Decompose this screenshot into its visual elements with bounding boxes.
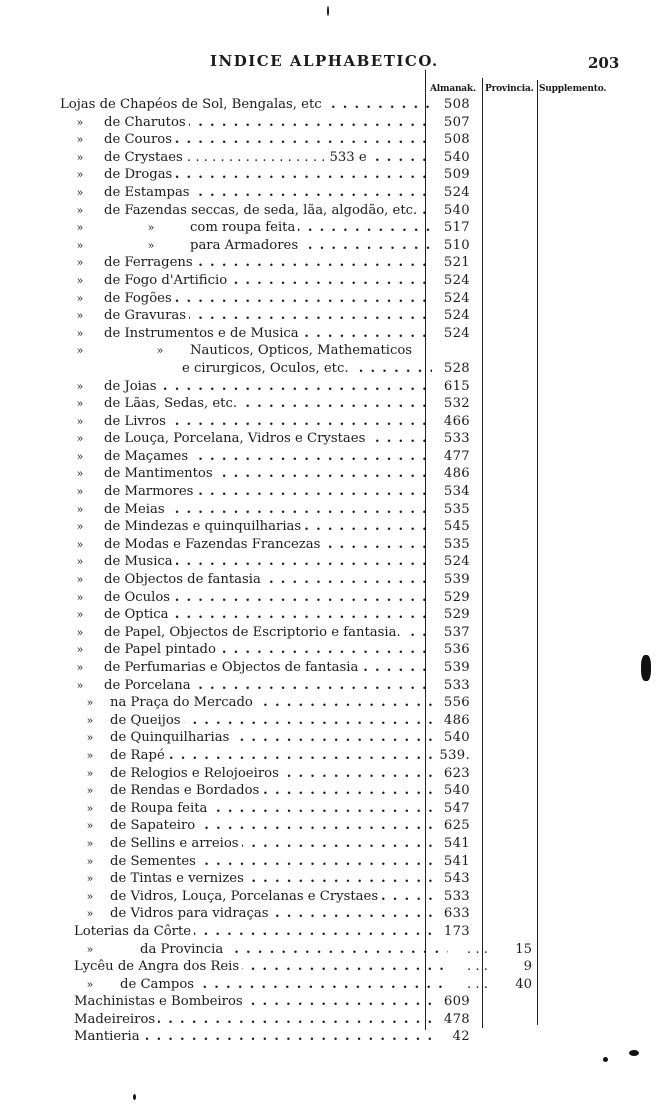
print-speck [641,655,651,681]
ditto-mark-secondary: » [147,221,155,235]
ditto-mark: » [76,309,84,323]
ditto-mark: » [76,185,84,199]
almanak-page-number: . . . [467,976,488,992]
ditto-mark: » [86,819,94,833]
almanak-page-number: 547 [443,800,470,816]
index-entry [0,325,661,343]
almanak-page-number: 533 [443,888,470,904]
ditto-mark: » [76,150,84,164]
index-entry [0,448,661,466]
entry-label: e cirurgicos, Oculos, etc. [182,361,352,376]
index-entry [0,1011,661,1029]
almanak-page-number: 625 [443,818,470,834]
index-entry [0,888,661,906]
entry-label: com roupa feita [190,220,298,235]
entry-label: de Oculos [104,590,173,605]
almanak-page-number: 517 [443,220,470,236]
ditto-mark: » [76,502,84,516]
index-entry [0,465,661,483]
index-entry [0,501,661,519]
ditto-mark: » [86,854,94,868]
almanak-page-number: 524 [443,272,470,288]
print-speck [133,1094,136,1100]
entry-label: de Sapateiro [110,818,198,833]
index-entry [0,870,661,888]
almanak-page-number: 532 [443,396,470,412]
ditto-mark: » [86,748,94,762]
almanak-page-number: 540 [443,202,470,218]
almanak-page-number: 541 [443,835,470,851]
index-entry [0,430,661,448]
almanak-page-number: 609 [443,994,470,1010]
entry-label: Machinistas e Bombeiros [74,994,246,1009]
entry-label: de Ferragens [104,255,196,270]
almanak-page-number: 529 [443,607,470,623]
index-entry [0,536,661,554]
almanak-page-number: 478 [443,1011,470,1027]
column-header-provincia: Provincia. [485,84,534,94]
entry-label: de Objectos de fantasia [104,572,264,587]
almanak-page-number: 524 [443,290,470,306]
almanak-page-number: 537 [443,624,470,640]
entry-label: Madeireiros [74,1012,158,1027]
ditto-mark: » [76,397,84,411]
entry-label: Lojas de Chapéos de Sol, Bengalas, etc [60,97,325,112]
ditto-mark-secondary: » [156,344,164,358]
entry-label: de Vidros, Louça, Porcelanas e Crystaes [110,889,381,904]
index-entry [0,641,661,659]
index-entry [0,237,661,255]
index-entry [0,659,661,677]
entry-label: de Sementes [110,854,199,869]
almanak-page-number: 509 [443,167,470,183]
almanak-page-number: 623 [443,765,470,781]
entry-label: de Livros [104,414,169,429]
almanak-page-number: 615 [443,378,470,394]
ditto-mark: » [86,784,94,798]
ditto-mark: » [86,889,94,903]
index-entry [0,184,661,202]
index-entry [0,272,661,290]
almanak-page-number: 173 [443,923,470,939]
entry-label: de Louça, Porcelana, Vidros e Crystaes [104,431,368,446]
ditto-mark: » [76,432,84,446]
ditto-mark: » [86,977,94,991]
entry-label: de Porcelana [104,678,194,693]
almanak-page-number: 521 [443,255,470,271]
index-entry [0,765,661,783]
entry-label: de Charutos [104,115,189,130]
almanak-page-number: 540 [443,783,470,799]
print-speck [603,1057,608,1062]
entry-label: Loterias da Côrte [74,924,194,939]
index-entry [0,835,661,853]
ditto-mark: » [76,379,84,393]
entry-label: de Fogo d'Artificio [104,273,230,288]
ditto-mark: » [76,520,84,534]
almanak-page-number: 539. [439,747,470,763]
ditto-mark: » [76,326,84,340]
ditto-mark: » [86,942,94,956]
provincia-page-number: 9 [523,959,532,975]
entry-label: de Maçames [104,449,191,464]
index-entry [0,1028,661,1046]
almanak-page-number: 486 [443,712,470,728]
index-entry [0,378,661,396]
entry-label: de Rendas e Bordados [110,783,262,798]
entry-label: de Meias [104,502,168,517]
almanak-page-number: 524 [443,325,470,341]
index-entry [0,360,661,378]
index-entry [0,518,661,536]
entry-label: da Provincia [140,942,226,957]
almanak-page-number: 540 [443,149,470,165]
almanak-page-number: 486 [443,466,470,482]
almanak-page-number: 529 [443,589,470,605]
index-entry [0,993,661,1011]
index-entry [0,729,661,747]
almanak-page-number: 528 [443,360,470,376]
almanak-page-number: 535 [443,501,470,517]
almanak-page-number: 536 [443,642,470,658]
entry-label: de Fazendas seccas, de seda, lãa, algodão, etc. [104,203,420,218]
ditto-mark: » [86,836,94,850]
ditto-mark: » [76,590,84,604]
index-entry [0,817,661,835]
index-entry [0,747,661,765]
print-speck [327,6,329,16]
almanak-page-number: 533 [443,677,470,693]
entry-label: de Fogões [104,291,175,306]
entry-label: de Campos [120,977,197,992]
index-entry [0,853,661,871]
entry-label: de Instrumentos e de Musica [104,326,302,341]
page-title: INDICE ALPHABETICO. [210,52,439,70]
almanak-page-number: 539 [443,660,470,675]
almanak-page-number: 508 [443,97,470,112]
ditto-mark: » [76,133,84,147]
entry-label: de Musica [104,554,176,569]
ditto-mark: » [76,573,84,587]
entry-label: Mantieria [74,1029,143,1044]
index-entry [0,149,661,167]
index-entry [0,571,661,589]
ditto-mark: » [86,907,94,921]
almanak-page-number: 533 [443,431,470,447]
index-entry [0,202,661,220]
index-entry [0,219,661,237]
index-entry [0,342,661,360]
ditto-mark: » [76,625,84,639]
ditto-mark: » [76,221,84,235]
ditto-mark: » [76,678,84,692]
entry-label: de Queijos [110,713,184,728]
ditto-mark: » [86,766,94,780]
entry-label: de Drogas [104,167,175,182]
entry-label: de Modas e Fazendas Francezas [104,537,323,552]
almanak-page-number: 540 [443,730,470,746]
index-entry [0,712,661,730]
index-entry [0,131,661,149]
ditto-mark: » [76,291,84,305]
entry-label: de Papel, Objectos de Escriptorio e fantasia. [104,625,404,640]
index-entry [0,483,661,501]
index-entry [0,553,661,571]
index-entry [0,307,661,325]
ditto-mark: » [76,555,84,569]
entry-label: de Vidros para vidraças [110,906,272,921]
column-header-almanak: Almanak. [430,84,476,94]
ditto-mark: » [86,731,94,745]
entry-label: de Crystaes . . . . . . . . . . . . . . . . . 533 e [104,150,370,165]
entry-label: de Tintas e vernizes [110,871,247,886]
almanak-page-number: 524 [443,184,470,200]
index-entry [0,413,661,431]
print-speck [629,1050,639,1056]
index-entry [0,976,661,994]
ditto-mark: » [76,256,84,270]
entry-label: de Sellins e arreios [110,836,242,851]
ditto-mark: » [76,449,84,463]
ditto-mark: » [76,485,84,499]
index-entry [0,905,661,923]
ditto-mark: » [86,801,94,815]
almanak-page-number: 477 [443,448,470,464]
ditto-mark: » [76,414,84,428]
entry-label: de Relogios e Relojoeiros [110,766,282,781]
entry-label: de Marmores [104,484,196,499]
index-entry [0,941,661,959]
ditto-mark: » [76,643,84,657]
almanak-page-number: 541 [443,853,470,869]
ditto-mark: » [76,273,84,287]
index-entry [0,958,661,976]
entry-label: na Praça do Mercado [110,695,256,710]
page-number: 203 [588,54,620,72]
index-entry [0,624,661,642]
almanak-page-number: 543 [443,871,470,887]
index-entry [0,114,661,132]
entry-label: de Mantimentos [104,466,216,481]
index-entry [0,606,661,624]
index-entry [0,166,661,184]
almanak-page-number: . . . [467,959,488,975]
ditto-mark: » [76,537,84,551]
almanak-page-number: 633 [443,906,470,922]
ditto-mark: » [76,238,84,252]
provincia-page-number: 40 [515,976,532,992]
entry-label: de Roupa feita [110,801,210,816]
entry-label: de Estampas [104,185,193,200]
entry-label: Lycêu de Angra dos Reis [74,959,242,974]
almanak-page-number: 556 [443,695,470,711]
index-entry [0,589,661,607]
ditto-mark: » [76,344,84,358]
entry-label: de Lãas, Sedas, etc. [104,396,240,411]
ditto-mark: » [76,168,84,182]
index-entry [0,96,661,114]
index-entry [0,800,661,818]
entry-label: de Couros [104,132,175,147]
almanak-page-number: . . . [467,941,488,957]
column-header-supplemento: Supplemento. [539,84,607,94]
almanak-page-number: 510 [443,237,470,253]
ditto-mark: » [76,608,84,622]
ditto-mark: » [86,713,94,727]
entry-label: de Papel pintado [104,642,219,657]
entry-label: Nauticos, Opticos, Mathematicos [190,343,415,358]
entry-label: de Perfumarias e Objectos de fantasia [104,660,361,675]
index-entry [0,395,661,413]
entry-label: de Gravuras [104,308,189,323]
entry-label: de Joias [104,379,160,394]
almanak-page-number: 524 [443,554,470,570]
almanak-page-number: 539 [443,572,470,588]
entry-label: para Armadores [190,238,301,253]
entry-label: de Rapé [110,748,168,763]
provincia-page-number: 15 [515,941,532,957]
ditto-mark-secondary: » [147,238,155,252]
index-entry [0,923,661,941]
index-entry [0,694,661,712]
index-entry [0,782,661,800]
almanak-page-number: 466 [443,413,470,429]
index-entry [0,290,661,308]
ditto-mark: » [76,661,84,674]
ditto-mark: » [76,115,84,129]
almanak-page-number: 535 [443,536,470,552]
almanak-page-number: 507 [443,114,470,130]
index-entry [0,254,661,272]
entry-label: de Optica [104,607,171,622]
almanak-page-number: 534 [443,484,470,500]
almanak-page-number: 545 [443,519,470,535]
index-entry [0,677,661,695]
ditto-mark: » [86,872,94,886]
almanak-page-number: 508 [443,132,470,148]
ditto-mark: » [86,696,94,710]
entry-label: de Quinquilharias [110,730,232,745]
index-entries [0,96,661,1046]
almanak-page-number: 524 [443,308,470,324]
entry-label: de Mindezas e quinquilharias [104,519,304,534]
almanak-page-number: 42 [452,1029,470,1045]
ditto-mark: » [76,467,84,481]
ditto-mark: » [76,203,84,217]
